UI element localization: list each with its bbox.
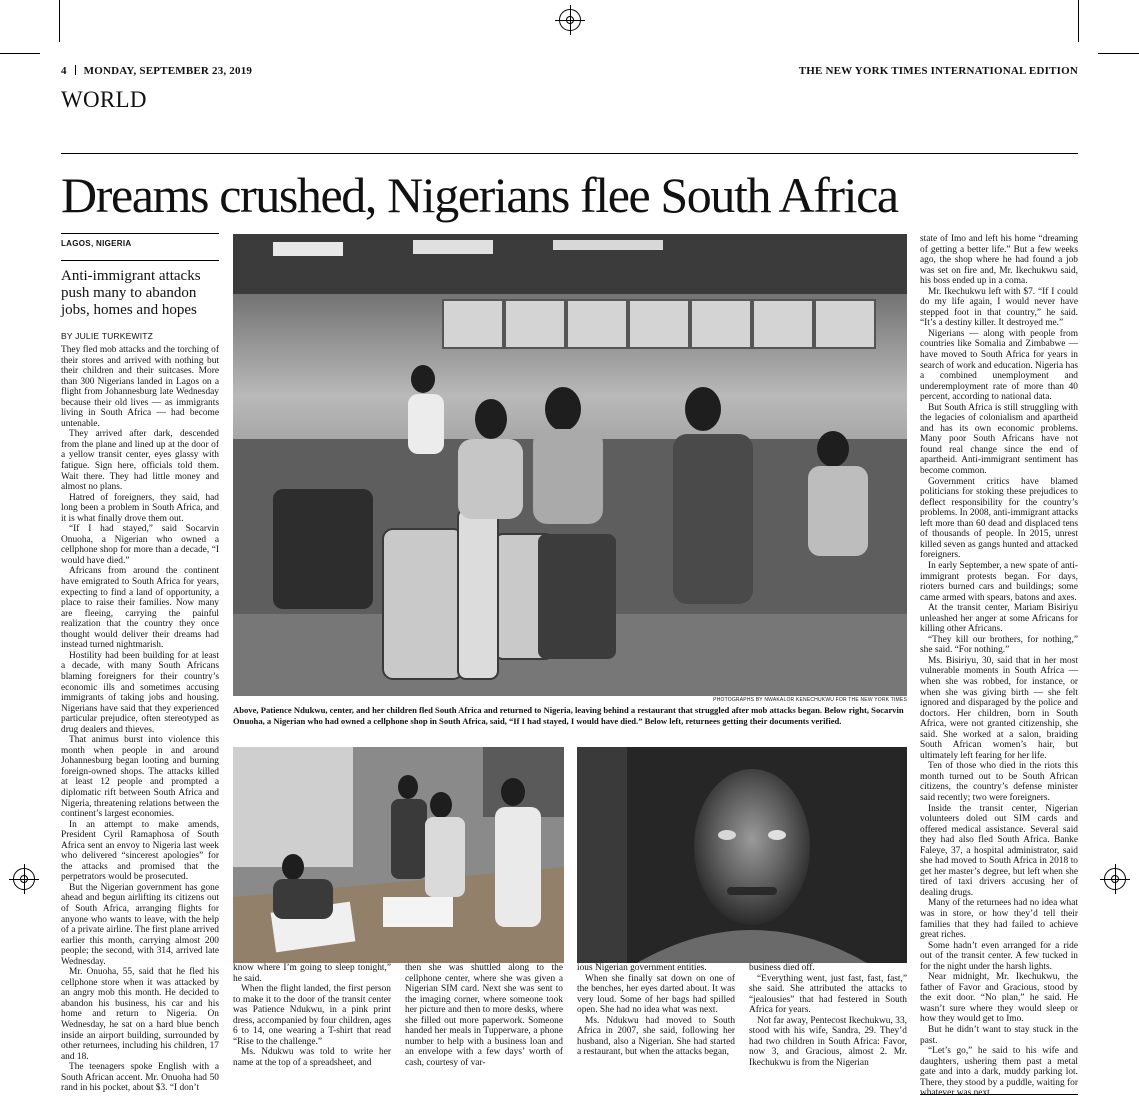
dateline-rule bbox=[61, 233, 219, 234]
folio-left bbox=[61, 65, 252, 77]
paragraph: But South Africa is still struggling with the legacies of colonialism and apartheid and has its own economic problems. Many poor South Africans have not found real change since the end of apartheid. Anti-immigrant sentiment has become common. bbox=[920, 402, 1078, 477]
paragraph: They arrived after dark, descended from the plane and lined up at the door of a yellow transit center, eyes glassy with fatigue. Sign here, officials told them. Wait there. They had little money and almost no plans. bbox=[61, 429, 219, 493]
paragraph: In an attempt to make amends, President Cyril Ramaphosa of South Africa sent an envoy to Nigeria last week who delivered “sincerest apologies” for the attacks and promised that the perpetrators would be prosecuted. bbox=[61, 819, 219, 883]
crop-mark bbox=[1098, 53, 1139, 54]
paragraph: Ms. Bisiriyu, 30, said that in her most vulnerable moments in South Africa — when she was robbed, for instance, or when she was giving birth — she felt ignored and disparaged by the police and doctors. Her children, born in South Africa, were not granted citizenship, she said. She worked at a salon, braiding South African women’s hair, but ultimately left fearing for her life. bbox=[920, 655, 1078, 761]
paragraph: ious Nigerian government entities. bbox=[577, 963, 707, 973]
crop-mark bbox=[59, 0, 60, 42]
article-column-4 bbox=[577, 963, 735, 1058]
dateline: LAGOS, NIGERIA bbox=[61, 239, 132, 248]
paragraph: “Everything went, just fast, fast, fast,” she said. She attributed the attacks to “jealousies” that had festered in South Africa for years. bbox=[749, 973, 907, 1016]
summary-rule bbox=[61, 260, 219, 261]
photo-documents-verified bbox=[233, 747, 564, 963]
photo-credit: PHOTOGRAPHS BY NWAKALOR KENECHUKWU FOR THE NEW YORK TIMES bbox=[713, 697, 907, 703]
paragraph: Not far away, Pentecost Ikechukwu, 33, stood with his wife, Sandra, 29. They’d had two children in South Africa: Favor, now 3, and Gracious, almost 2. Mr. Ikechukwu is from the Nigerian bbox=[749, 1015, 907, 1068]
paragraph: Hatred of foreigners, they said, had long been a problem in South Africa, and it is what finally drove them out. bbox=[61, 492, 219, 524]
article-column-2 bbox=[233, 963, 391, 1068]
paragraph: Many of the returnees had no idea what was in store, or how they’d tell their families that they had failed to achieve great riches. bbox=[920, 898, 1078, 941]
registration-mark-icon bbox=[1104, 868, 1126, 890]
paragraph: They fled mob attacks and the torching of their stores and arrived with nothing but their children and their suitcases. More than 300 Nigerians landed in Lagos on a flight from Johannesburg late Wednesday because their old lives — as immigrants living in South Africa — had become untenable. bbox=[61, 345, 219, 429]
paragraph: In early September, a new spate of anti-immigrant protests began. For days, rioters burned cars and buildings; some came armed with spears, batons and axes. bbox=[920, 560, 1078, 603]
paragraph: “Let’s go,” he said to his wife and daughters, ushering them past a metal gate and into a dark, muddy parking lot. There, they stood by a puddle, waiting for bbox=[920, 1046, 1078, 1088]
paragraph: Ten of those who died in the riots this month turned out to be South African citizens, the country’s defense minister said recently; two were foreigners. bbox=[920, 761, 1078, 803]
article-column-1 bbox=[61, 345, 219, 1100]
photo-socarvin-onuoha bbox=[577, 747, 907, 963]
paragraph: The teenagers spoke English with a South African accent. Mr. Onuoha had 50 rand in his pocket, about $3. “I don’t bbox=[61, 1062, 219, 1094]
paragraph: Near midnight, Mr. Ikechukwu, the father of Favor and Gracious, stood by the exit door. “No plan,” he said. He wasn’t sure where they would sleep or how they would get to Imo. bbox=[920, 972, 1078, 1025]
paragraph: When the flight landed, the first person to make it to the door of the transit center was Patience Ndukwu, in a pink print dress, accompanied by four children, ages 6 to 14, one wearing a T-shirt that read “Rise to the challenge.” bbox=[233, 984, 391, 1047]
paragraph: That animus burst into violence this month when people in and around Johannesburg began looting and burning foreign-owned shops. The attacks killed at least 12 people and prompted a diplomatic rift between South Africa and Nigeria, threatening relations between the continent’s largest economies. bbox=[61, 735, 219, 820]
crop-mark bbox=[0, 53, 40, 54]
paragraph: At the transit center, Mariam Bisiriyu unleashed her anger at some Africans for killing other Africans. bbox=[920, 603, 1078, 635]
article-column-3 bbox=[405, 963, 563, 1068]
headline: Dreams crushed, Nigerians flee South Africa bbox=[61, 167, 898, 223]
paragraph: Ms. Ndukwu was told to write her name at the top of a spreadsheet, and bbox=[233, 1047, 391, 1068]
main-photo-transit-center bbox=[233, 234, 907, 696]
article-column-6 bbox=[920, 234, 1078, 1100]
paragraph: Mr. Onuoha, 55, said that he fled his cellphone store when it was attacked by an angry mob this month. He decided to abandon his business, his car and his home and return to Nigeria. On Wednesday, he sat on a hard blue bench inside an airport building, surrounded by other returnees, including his children, 17 and 18. bbox=[61, 967, 219, 1062]
paragraph: Some hadn’t even arranged for a ride out of the transit center. A few tucked in for the night under the harsh lights. bbox=[920, 940, 1078, 972]
section-title: WORLD bbox=[61, 87, 147, 112]
paragraph: business died off. bbox=[749, 963, 815, 973]
paragraph: “If I had stayed,” said Socarvin Onuoha, a Nigerian who owned a cellphone shop for more than a decade, “I would have died.” bbox=[61, 524, 219, 566]
paragraph: But he didn’t want to stay stuck in the past. bbox=[920, 1025, 1078, 1046]
article-summary: Anti-immigrant attacks push many to abandon jobs, homes and hopes bbox=[61, 268, 201, 318]
photo-caption: Above, Patience Ndukwu, center, and her children fled South Africa and returned to Nigeria, leaving behind a restaurant that struggled after mob attacks began. Below right, Socarvin Onuoha, a Nigerian who had owned a cellphone shop in South Africa, said, “If I had stayed, I would have died.” Below left, returnees getting their documents verified. bbox=[233, 705, 904, 726]
paragraph: know where I’m going to sleep tonight,” he said. bbox=[233, 963, 391, 984]
paragraph: Inside the transit center, Nigerian volunteers doled out SIM cards and offered medical assistance. Several said they had also fled South Africa. Banke Faleye, 37, a hospital administrator, said she had moved to South Africa in 2018 to get her master’s degree, but left when she tired of taxi drivers accusing her of dealing drugs. bbox=[920, 803, 1078, 898]
paragraph: Hostility had been building for at least a decade, with many South Africans blaming foreigners for their country’s economic ills and sometimes accusing immigrants of taking jobs and housing. Nigerians have said that they experienced particular prejudice, often stereotyped as drug dealers and thieves. bbox=[61, 650, 219, 735]
registration-mark-icon bbox=[559, 9, 581, 31]
paragraph: Government critics have blamed politicians for stoking these prejudices to deflect responsibility for the country’s problems. In 2008, anti-immigrant attacks left more than 60 dead and displaced tens of thousands of people. In 2015, unrest killed seven as gangs hunted and attacked foreigners. bbox=[920, 476, 1078, 561]
paragraph: Ms. Ndukwu had moved to South Africa in 2007, she said, following her husband, also a Nigerian. She had started a restaurant, but when the attacks began, bbox=[577, 1015, 735, 1058]
paragraph: “They kill our brothers, for nothing,” she said. “For nothing.” bbox=[920, 634, 1078, 656]
paragraph: then she was shuttled along to the cellphone center, where she was given a Nigerian SIM card. Next she was sent to the imaging corner, where someone took her picture and then to more desks, where she filled out more paperwork. Someone handed her meals in Tupperware, a phone number to help with a business loan and an envelope with a few days’ worth of cash, courtesy of var- bbox=[405, 963, 563, 1068]
paragraph: But the Nigerian government has gone ahead and begun airlifting its citizens out of South Africa, arranging flights for anyone who wants to leave, with the help of a private airline. The first plane arrived earlier this month, carrying almost 200 people; the second, with 314, arrived late Wednesday. bbox=[61, 882, 219, 967]
photo-image bbox=[233, 234, 907, 696]
page-number: 4 bbox=[61, 65, 67, 77]
page-date: MONDAY, SEPTEMBER 23, 2019 bbox=[83, 65, 253, 77]
photo-image bbox=[577, 747, 907, 963]
photo-image bbox=[233, 747, 564, 963]
paragraph: Mr. Ikechukwu left with $7. “If I could do my life again, I would never have stepped foot in that country,” he said. “It’s a destiny killer. It destroyed me.” bbox=[920, 286, 1078, 329]
paragraph: When she finally sat down on one of the benches, her eyes darted about. It was very loud. Some of her bags had spilled open. She had no idea what was next. bbox=[577, 973, 735, 1016]
byline: BY JULIE TURKEWITZ bbox=[61, 331, 154, 341]
crop-mark bbox=[1078, 0, 1079, 42]
paragraph: Africans from around the continent have emigrated to South Africa for years, expecting to find a land of opportunity, a place to raise their families. Now many are fleeing, carrying the painful realization that the country they once thought would deliver their dreams had instead turned nightmarish. bbox=[61, 566, 219, 651]
end-rule bbox=[920, 1094, 1078, 1095]
article-column-5 bbox=[749, 963, 907, 1068]
paragraph: Nigerians — along with people from countries like Somalia and Zimbabwe — have moved to South Africa for years in search of work and education. Nigeria has a combined unemployment and underemployment rate of more than 40 percent, according to national data. bbox=[920, 328, 1079, 403]
paragraph: state of Imo and left his home “dreaming of getting a better life.” But a few weeks ago, the shop where he had found a job was set on fire and, Mr. Ikechukwu said, his boss ended up in a coma. bbox=[920, 234, 1078, 287]
edition-name: THE NEW YORK TIMES INTERNATIONAL EDITION bbox=[798, 65, 1078, 77]
registration-mark-icon bbox=[13, 868, 35, 890]
section-rule bbox=[61, 153, 1078, 154]
